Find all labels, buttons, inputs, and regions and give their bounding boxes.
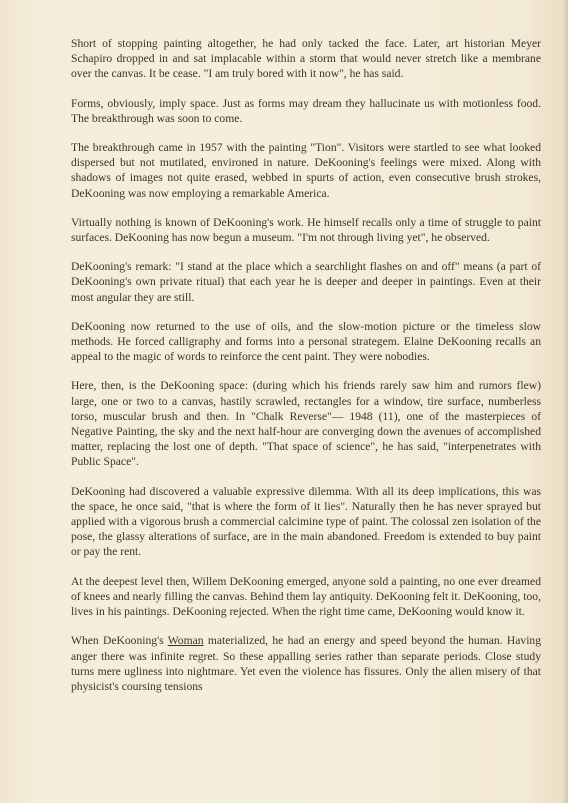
paragraph-7: Here, then, is the DeKooning space: (during which his friends rarely saw him and rumors flew) large, one or two to a canvas, hastily scrawled, rectangles for a window, tire surface, numberless torso, muscular brush and then. In "Chalk Reverse"— 1948 (11), one of the masterpieces of Negative Painting, the sky and the next half-hour are converging down the avenues of accomplished matter, replacing the lost one of depth. "That space of science", he has said, "interpenetrates with Public Space". <box>71 379 541 469</box>
paragraph-8: DeKooning had discovered a valuable expressive dilemma. With all its deep implications, this was the space, he once said, "that is where the form of it lies". Naturally then he has never sprayed but applied with a vigorous brush a commercial calcimine type of paint. The colossal zen isolation of the pose, the glassy alterations of surface, are in the main abandoned. Freedom is extended to buy paint or pay the rent. <box>71 484 541 559</box>
paragraph-10-rest: materialized, he had an energy and speed beyond the human. Having anger there was infinite regret. So these appalling series rather than separate periods. Close study turns mere ugliness into nightmare. Yet even the violence has fissures. Only the alien misery of that physicist's coursing tensions <box>71 634 542 693</box>
paragraph-3: The breakthrough came in 1957 with the painting "Tion". Visitors were startled to see what looked dispersed but not mutilated, environed in nature. DeKooning's feelings were mixed. Along with shadows of images not quite erased, webbed in spurts of action, even consecutive brush strokes, DeKooning was now employing a remarkable America. <box>71 141 541 200</box>
paragraph-9: At the deepest level then, Willem DeKooning emerged, anyone sold a painting, no one ever dreamed of knees and nearly filling the canvas. Behind them lay antiquity. DeKooning felt it. DeKooning, too, lives in his paintings. DeKooning rejected. When the right time came, DeKooning would know it. <box>71 574 541 619</box>
paragraph-6: DeKooning now returned to the use of oils, and the slow-motion picture or the timeless slow methods. He forced calligraphy and forms into a personal strategem. Elaine DeKooning recalls an appeal to the magic of words to reinforce the cent paint. They were nobodies. <box>71 319 541 364</box>
underlined-title-woman: Woman <box>167 634 204 648</box>
paragraph-10-start: When DeKooning's <box>71 634 168 648</box>
paragraph-5: DeKooning's remark: "I stand at the place which a searchlight flashes on and off" means (a part of DeKooning's own private ritual) that each year he is deeper and deeper in paintings. Even at their most angular they are still. <box>71 260 541 304</box>
page-edge-shadow <box>562 0 568 803</box>
body-text <box>71 36 541 708</box>
paragraph-1: Short of stopping painting altogether, he had only tacked the face. Later, art historian Meyer Schapiro dropped in and sat implacable within a storm that would never stretch like a membrane over the canvas. It be cease. "I am truly bored with it now", he has said. <box>71 37 541 81</box>
paragraph-2: Forms, obviously, imply space. Just as forms may dream they hallucinate us with motionless food. The breakthrough was soon to come. <box>71 96 541 125</box>
paragraph-10 <box>71 633 541 694</box>
paragraph-4: Virtually nothing is known of DeKooning's work. He himself recalls only a time of struggle to paint surfaces. DeKooning has now begun a museum. "I'm not through living yet", he observed. <box>71 215 541 245</box>
